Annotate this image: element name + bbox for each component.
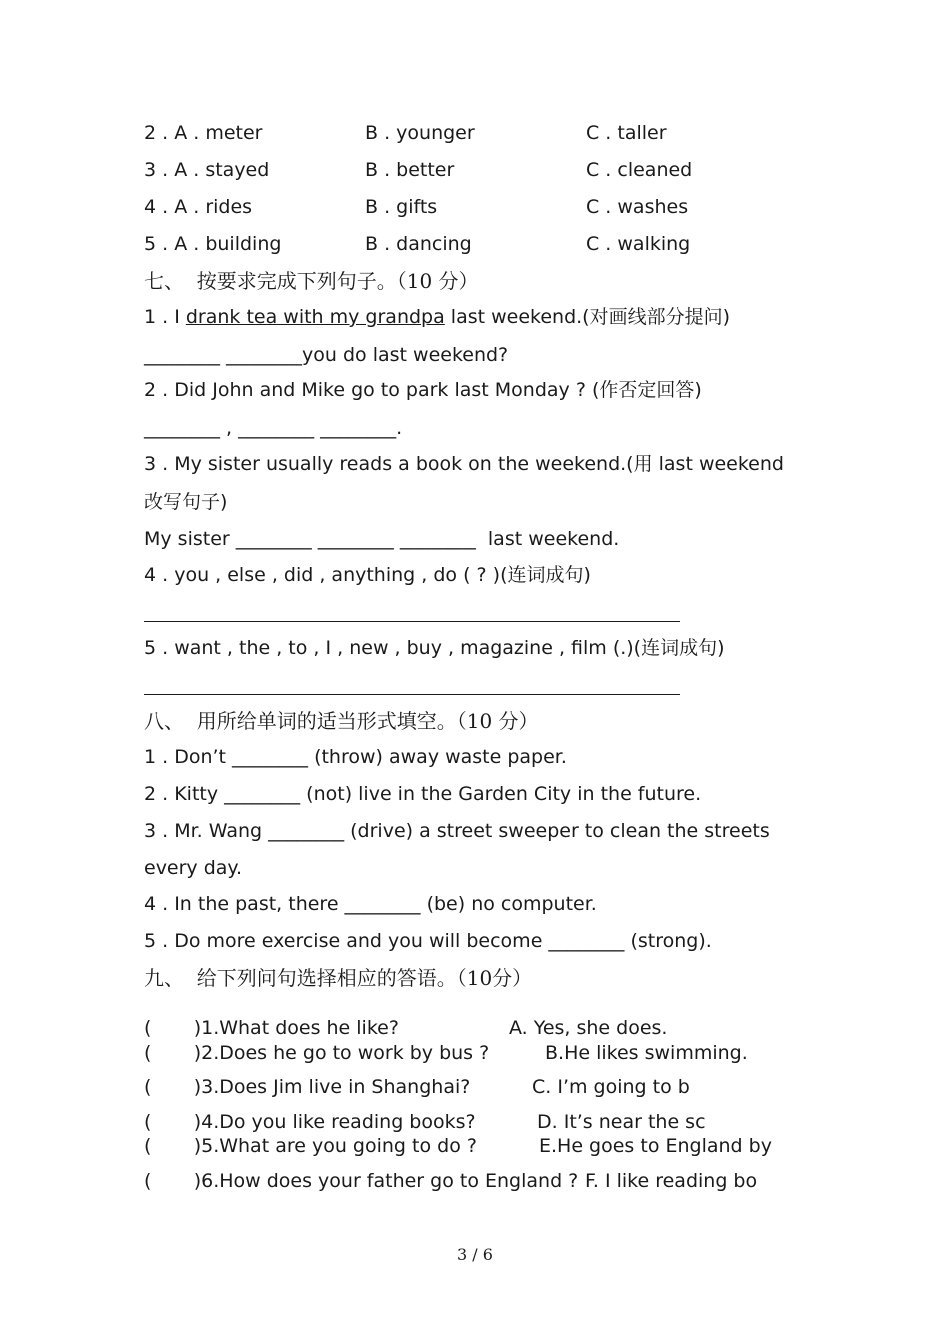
choice-row-2-c: C . taller [586, 122, 667, 144]
choice-row-4-b: B . gifts [365, 196, 438, 218]
section-8-q3-line1: 3 . Mr. Wang ________ (drive) a street sweeper to clean the streets [144, 820, 770, 842]
choice-row-5-a: 5 . A . building [144, 233, 282, 255]
choice-row-4-a: 4 . A . rides [144, 196, 253, 218]
choice-row-2-b: B . younger [365, 122, 475, 144]
match-answer-e: E.He goes to England by [539, 1135, 772, 1157]
match-answer-c: C. I’m going to b [532, 1076, 690, 1098]
section-7-q2-answer: ________ , ________ ________. [144, 417, 403, 439]
q1-prefix: 1 . I [144, 306, 186, 328]
match-question-4: ( )4.Do you like reading books? [144, 1111, 476, 1133]
q1-suffix: last weekend.(对画线部分提问) [444, 306, 731, 328]
choice-row-3-a: 3 . A . stayed [144, 159, 270, 181]
section-7-q5: 5 . want , the , to , I , new , buy , magazine , film (.)(连词成句) [144, 637, 725, 659]
section-7-q3-line2: 改写句子) [144, 491, 228, 513]
match-answer-d: D. It’s near the sc [537, 1111, 706, 1133]
answer-line-q5 [144, 694, 680, 695]
match-question-2: ( )2.Does he go to work by bus ? [144, 1042, 490, 1064]
section-7-heading: 七、 按要求完成下列句子。（10 分） [144, 269, 479, 293]
section-8-q3-line2: every day. [144, 857, 242, 879]
match-question-1: ( )1.What does he like? [144, 1017, 399, 1039]
choice-row-5-c: C . walking [586, 233, 691, 255]
section-7-q2: 2 . Did John and Mike go to park last Monday ? (作否定回答) [144, 379, 702, 401]
section-9-heading: 九、 给下列问句选择相应的答语。（10分） [144, 966, 533, 990]
match-answer-a: A. Yes, she does. [509, 1017, 668, 1039]
answer-line-q4 [144, 621, 680, 622]
section-8-q4: 4 . In the past, there ________ (be) no computer. [144, 893, 597, 915]
choice-row-4-c: C . washes [586, 196, 689, 218]
section-8-q1: 1 . Don’t ________ (throw) away waste paper. [144, 746, 567, 768]
match-answer-f: F. I like reading bo [585, 1170, 758, 1192]
choice-row-3-c: C . cleaned [586, 159, 693, 181]
match-question-6: ( )6.How does your father go to England ? [144, 1170, 579, 1192]
match-answer-b: B.He likes swimming. [545, 1042, 748, 1064]
section-7-q1 [144, 308, 730, 327]
q1-underlined-phrase: drank tea with my grandpa [185, 306, 445, 328]
section-7-q1-answer: ________ ________you do last weekend? [144, 344, 509, 366]
choice-row-5-b: B . dancing [365, 233, 472, 255]
section-8-q5: 5 . Do more exercise and you will become ________ (strong). [144, 930, 712, 952]
section-8-q2: 2 . Kitty ________ (not) live in the Garden City in the future. [144, 783, 702, 805]
choice-row-2-a: 2 . A . meter [144, 122, 263, 144]
section-7-q3-line1: 3 . My sister usually reads a book on the weekend.(用 last weekend [144, 453, 784, 475]
page-number: 3 / 6 [457, 1245, 493, 1264]
section-8-heading: 八、 用所给单词的适当形式填空。（10 分） [144, 709, 539, 733]
section-7-q3-answer: My sister ________ ________ ________ last weekend. [144, 528, 620, 550]
section-7-q4: 4 . you , else , did , anything , do ( ? )(连词成句) [144, 564, 591, 586]
choice-row-3-b: B . better [365, 159, 455, 181]
match-question-5: ( )5.What are you going to do ? [144, 1135, 477, 1157]
match-question-3: ( )3.Does Jim live in Shanghai? [144, 1076, 471, 1098]
